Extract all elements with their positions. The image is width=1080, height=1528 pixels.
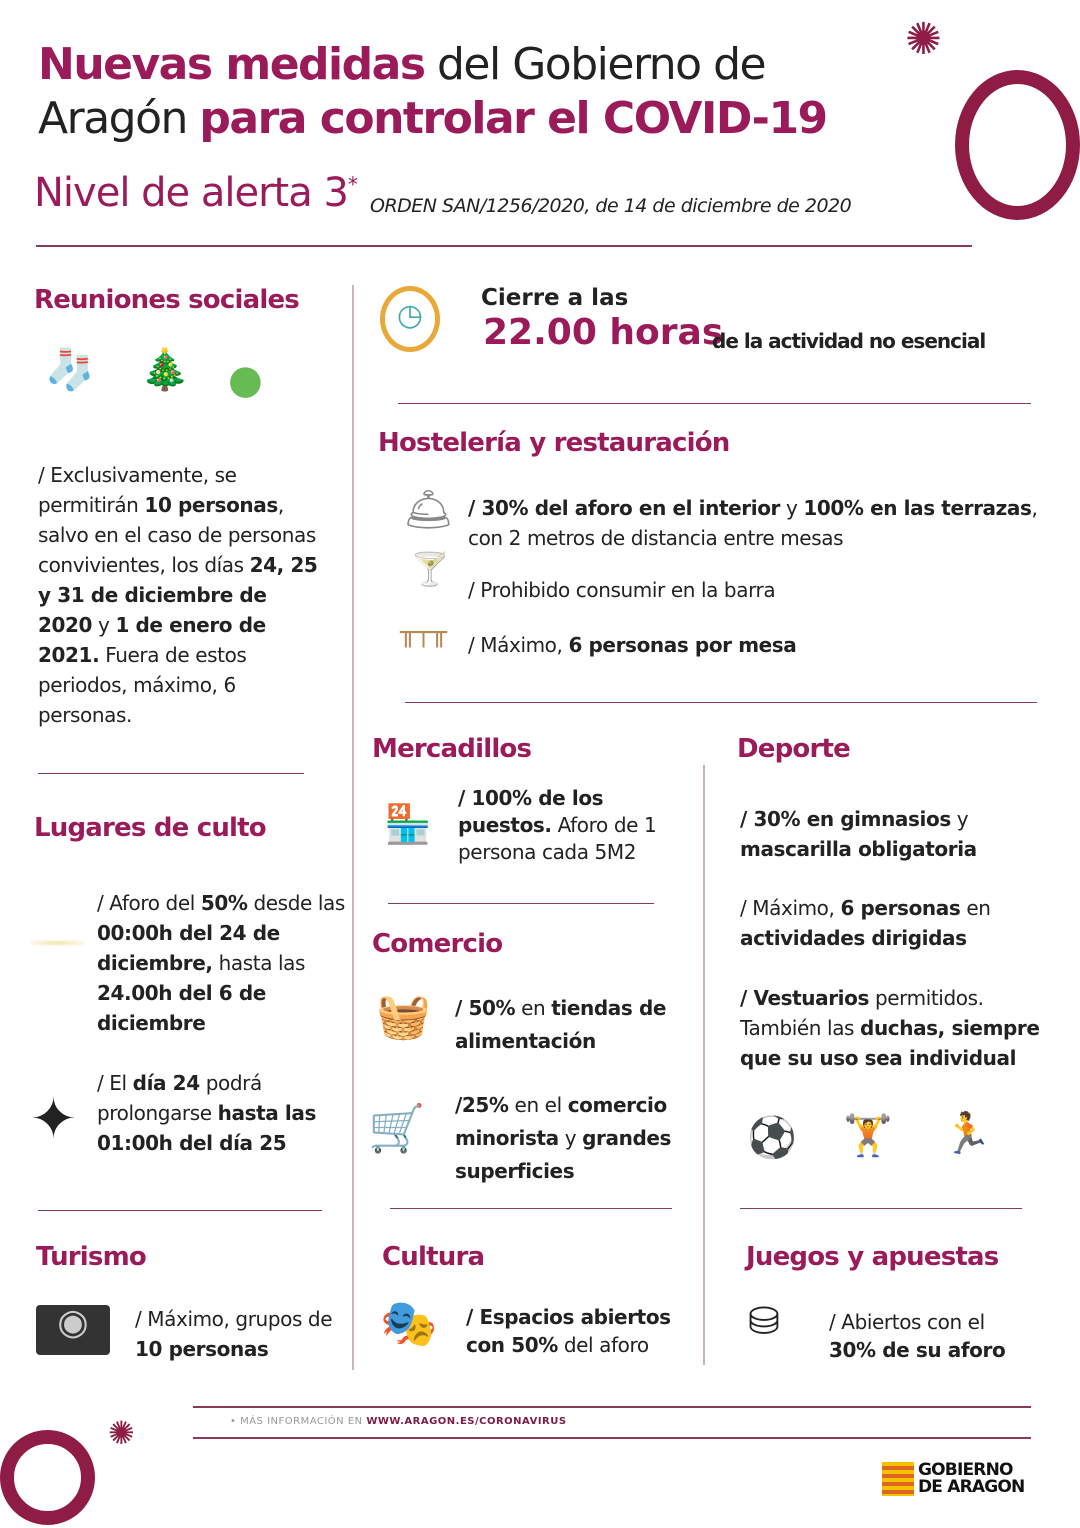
text: permitidos. También las [740, 986, 984, 1040]
section-heading-mercadillos: Mercadillos [372, 734, 532, 764]
text: / Abiertos con el [829, 1310, 985, 1334]
text: y [558, 1126, 583, 1150]
culto-item [97, 888, 347, 1038]
text: hasta las [212, 951, 306, 975]
footnote-mark: * [347, 172, 357, 197]
bold-text: 6 personas por mesa [568, 633, 797, 657]
bold-text: 30% de su aforo [829, 1338, 1006, 1362]
text: / El [97, 1071, 133, 1095]
text: / Máximo, [468, 633, 569, 657]
hosteleria-item [468, 493, 1038, 553]
bold-text: tiendas de alimentación [455, 996, 667, 1053]
text: desde las [247, 891, 345, 915]
poker-chips-icon: ⛁ [748, 1299, 780, 1343]
star-sparkle-icon: ✦ [30, 1087, 77, 1152]
text: , salvo en el caso de personas convivientes, los días [38, 493, 316, 577]
bold-text: mascarilla obligatoria [740, 837, 977, 861]
gobierno-aragon-logo [882, 1462, 1024, 1496]
bold-text: 10 personas [144, 493, 278, 517]
bold-text: 10 personas [135, 1337, 269, 1361]
bold-text: / 30% del aforo en el interior [468, 496, 780, 520]
divider [390, 1208, 672, 1209]
cultura-text [466, 1303, 696, 1359]
reuniones-text [38, 460, 323, 730]
divider [36, 245, 972, 247]
christmas-tree-icon: 🎄 [140, 347, 190, 393]
section-heading-juegos: Juegos y apuestas [746, 1242, 999, 1272]
bold-text: / 100% de los puestos. [458, 786, 604, 837]
bold-text: duchas, siempre que su uso sea individual [740, 1016, 1040, 1070]
grocery-basket-icon: 🧺 [376, 991, 431, 1042]
bold-text: día 24 [132, 1071, 200, 1095]
text: del aforo [557, 1333, 649, 1357]
bold-text: / 50% [455, 996, 516, 1020]
text: podrá prolongarse [97, 1071, 262, 1125]
mercadillos-text [458, 785, 678, 866]
section-heading-hosteleria: Hostelería y restauración [378, 428, 730, 458]
more-info: • MÁS INFORMACIÓN EN WWW.ARAGON.ES/CORONAVIRUS [230, 1416, 567, 1427]
deporte-item [740, 804, 1040, 864]
runner-icon: 🏃 [942, 1111, 992, 1157]
culto-item [97, 1068, 337, 1158]
virus-illustration [0, 1430, 95, 1525]
bold-text: 24, 25 y 31 de diciembre de 2020 [38, 553, 318, 637]
cierre-rest: de la actividad no esencial [712, 329, 986, 353]
virus-illustration [955, 70, 1080, 220]
text: en el [508, 1093, 568, 1117]
bold-text: hasta las 01:00h del día 25 [97, 1101, 316, 1155]
divider [193, 1406, 1031, 1408]
deporte-item [740, 983, 1060, 1073]
text: Fuera de estos periodos, máximo, 6 personas. [38, 643, 247, 727]
bold-text: 50% [200, 891, 248, 915]
section-heading-comercio: Comercio [372, 929, 503, 959]
bold-text: 100% en las terrazas [803, 496, 1032, 520]
cierre-hour: 22.00 horas [483, 312, 724, 353]
text: Aforo de 1 persona cada 5M2 [458, 813, 657, 864]
camera-icon: ◉ [36, 1305, 110, 1355]
text: y [92, 613, 116, 637]
bold-text: actividades dirigidas [740, 926, 967, 950]
theater-masks-icon: 🎭 [380, 1296, 438, 1350]
comercio-item [455, 992, 695, 1058]
small-virus-icon: ✺ [108, 1414, 135, 1452]
bold-text: / Vestuarios [740, 986, 869, 1010]
section-heading-deporte: Deporte [737, 734, 850, 764]
turismo-text [135, 1304, 335, 1364]
juegos-text [829, 1308, 1029, 1364]
divider [38, 773, 304, 774]
soccer-ball-icon: ⚽ [747, 1115, 797, 1161]
text: / Prohibido consumir en la barra [468, 578, 776, 602]
alert-level-text: Nivel de alerta 3 [34, 170, 348, 216]
bold-text: comercio minorista [455, 1093, 667, 1150]
logo-line1: GOBIERNO [918, 1460, 1013, 1480]
divider [398, 403, 1031, 404]
more-info-link[interactable]: WWW.ARAGON.ES/CORONAVIRUS [366, 1416, 567, 1427]
aragon-flag-icon [882, 1462, 914, 1496]
glow-icon [30, 940, 85, 946]
bold-text: /25% [455, 1093, 509, 1117]
page-title [38, 38, 918, 146]
weightlifter-icon: 🏋 [843, 1113, 893, 1159]
bold-text: 6 personas [840, 896, 961, 920]
alarm-clock-icon: ◷ [380, 286, 440, 352]
section-heading-turismo: Turismo [36, 1242, 146, 1272]
divider [388, 903, 654, 904]
section-heading-reuniones: Reuniones sociales [34, 285, 299, 315]
bold-text: Nuevas medidas [38, 39, 425, 90]
section-heading-cultura: Cultura [382, 1242, 485, 1272]
small-virus-icon: ✺ [905, 14, 942, 65]
text: y [950, 807, 969, 831]
hosteleria-item [468, 575, 1028, 605]
text: del Gobierno de Aragón [38, 39, 766, 144]
table-chairs-icon: ╥┬╥ [400, 618, 447, 648]
bold-text: / Espacios abiertos con 50% [466, 1305, 671, 1357]
comercio-item [455, 1089, 700, 1188]
divider [405, 702, 1037, 703]
hosteleria-item [468, 630, 1028, 660]
divider [740, 1208, 1022, 1209]
text: / Exclusivamente, se permitirán [38, 463, 237, 517]
logo-line2: DE ARAGON [918, 1477, 1025, 1497]
christmas-stocking-icon: 🧦 [45, 347, 95, 393]
text: , con 2 metros de distancia entre mesas [468, 496, 1038, 550]
text: / Máximo, [740, 896, 841, 920]
order-reference: ORDEN SAN/1256/2020, de 14 de diciembre de 2020 [370, 195, 852, 217]
divider [703, 765, 705, 1365]
bold-text: para controlar el COVID-19 [199, 93, 827, 144]
text: / Máximo, grupos de [135, 1307, 333, 1331]
alert-level [34, 170, 357, 216]
deporte-item [740, 893, 1040, 953]
divider [38, 1210, 322, 1211]
shopping-cart-icon: 🛒 [368, 1101, 426, 1155]
market-stall-icon: 🏪 [384, 802, 432, 846]
cloche-icon: 🛎 [403, 487, 454, 533]
divider [193, 1437, 1031, 1439]
cierre-line1: Cierre a las [481, 285, 629, 311]
text: en [960, 896, 991, 920]
bold-text: 24.00h del 6 de diciembre [97, 981, 266, 1035]
ornaments-icon: ● [228, 357, 263, 403]
section-heading-culto: Lugares de culto [34, 813, 266, 843]
bold-text: / 30% en gimnasios [740, 807, 951, 831]
more-info-label: MÁS INFORMACIÓN EN [240, 1416, 367, 1427]
text: / Aforo del [97, 891, 201, 915]
cocktail-icon: 🍸 [410, 550, 450, 588]
bold-text: 00:00h del 24 de diciembre, [97, 921, 280, 975]
text: en [515, 996, 552, 1020]
bold-text: grandes superficies [455, 1126, 672, 1183]
divider [352, 285, 354, 1370]
text: y [780, 496, 804, 520]
bold-text: 1 de enero de 2021. [38, 613, 266, 667]
